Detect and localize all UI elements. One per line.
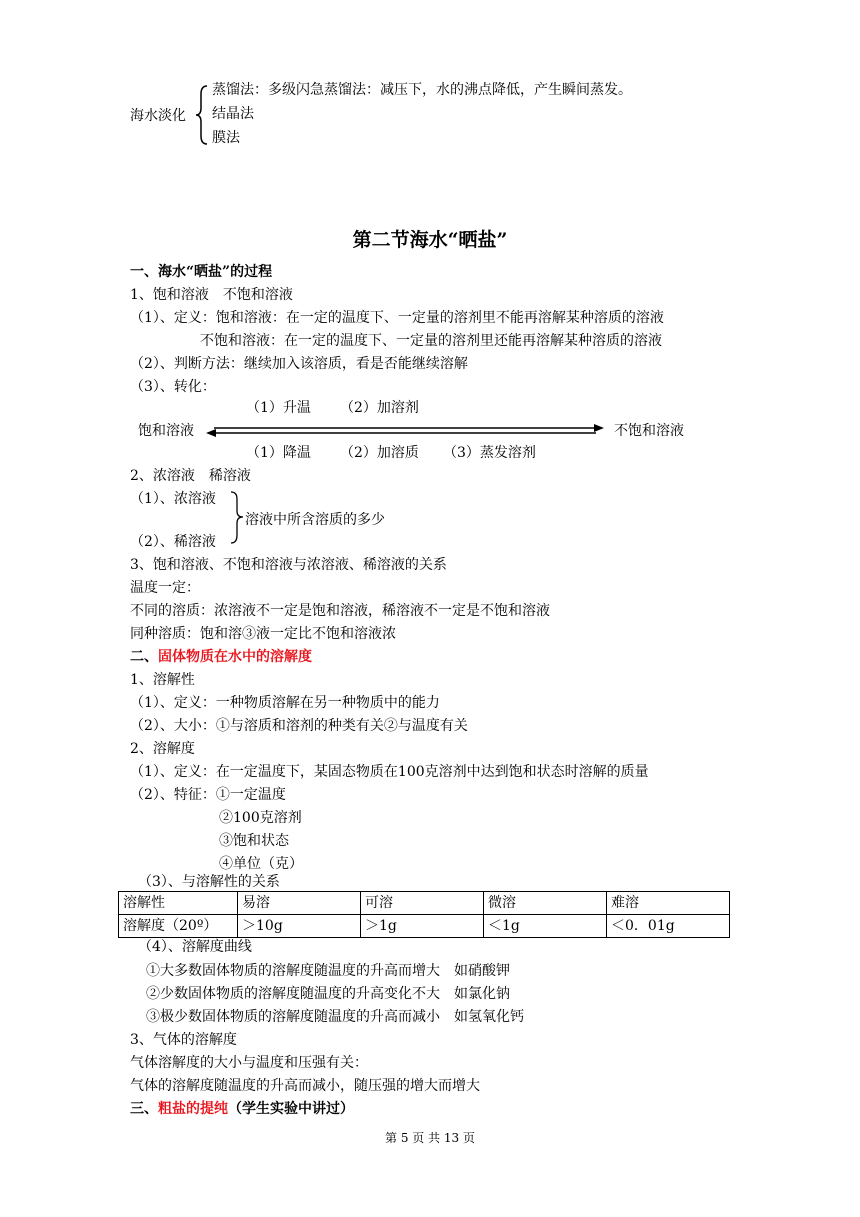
heading-part3-suffix: （学生实验中讲过） — [228, 1101, 354, 1117]
p1-def2: 不饱和溶液：在一定的温度下、一定量的溶剂里还能再溶解某种溶质的溶液 — [200, 333, 662, 349]
p1-rel1: 温度一定： — [130, 580, 200, 596]
p1-conc-desc: 溶液中所含溶质的多少 — [245, 512, 385, 528]
p1-rel2: 不同的溶质：浓溶液不一定是饱和溶液，稀溶液不一定是不饱和溶液 — [130, 603, 550, 619]
table-cell: 溶解性 — [119, 892, 238, 915]
left-brace-icon — [194, 84, 210, 146]
saturated-label: 饱和溶液 — [138, 423, 194, 439]
p2-s3: 3、气体的溶解度 — [130, 1032, 237, 1048]
heading-part1: 一、海水“晒盐”的过程 — [130, 264, 273, 280]
p1-rel3: 同种溶质：饱和溶③液一定比不饱和溶液浓 — [130, 626, 396, 642]
table-cell: 难溶 — [607, 892, 730, 915]
p1-judge: （2）、判断方法：继续加入该溶质，看是否能继续溶解 — [130, 356, 468, 372]
table-cell: ＜0．01g — [607, 915, 730, 938]
heading-part2-red: 固体物质在水中的溶解度 — [158, 649, 312, 665]
p2-curve3: ③极少数固体物质的溶解度随温度的升高而减小 如氢氧化钙 — [146, 1009, 524, 1025]
heading-part3 — [130, 1099, 354, 1119]
table-row — [119, 915, 730, 938]
p2-curve1: ①大多数固体物质的溶解度随温度的升高而增大 如硝酸钾 — [146, 963, 510, 979]
p1-conv: （3）、转化： — [130, 379, 216, 395]
p2-gas2: 气体的溶解度随温度的升高而减小，随压强的增大而增大 — [130, 1078, 480, 1094]
heading-part3-red: 粗盐的提纯 — [158, 1101, 228, 1117]
p1-def1: （1）、定义：饱和溶液：在一定的温度下、一定量的溶剂里不能再溶解某种溶质的溶液 — [130, 310, 664, 326]
solubility-table — [118, 891, 730, 938]
table-cell: ＞1g — [361, 915, 484, 938]
p2-s2a: （1）、定义：在一定温度下，某固态物质在100克溶剂中达到饱和状态时溶解的质量 — [130, 764, 649, 780]
p2-feature3: ③饱和状态 — [219, 833, 289, 849]
unsaturated-label: 不饱和溶液 — [614, 423, 684, 439]
arrow-bot-evaporate: （3）蒸发溶剂 — [443, 445, 536, 461]
p1-s1: 1、饱和溶液 不饱和溶液 — [130, 287, 293, 303]
table-cell: ＞10g — [238, 915, 361, 938]
p2-feature2: ②100克溶剂 — [219, 810, 302, 826]
table-cell: ＜1g — [484, 915, 607, 938]
p2-s1: 1、溶解性 — [130, 672, 195, 688]
table-cell: 可溶 — [361, 892, 484, 915]
heading-part3-prefix: 三、 — [130, 1101, 158, 1117]
table-cell: 溶解度（20º） — [119, 915, 238, 938]
p2-s2d: （4）、溶解度曲线 — [138, 939, 252, 955]
p1-conc2: （2）、稀溶液 — [130, 534, 216, 550]
arrow-bot-cool: （1）降温 — [246, 445, 311, 461]
page-footer: 第 5 页 共 13 页 — [385, 1131, 475, 1145]
right-brace-icon — [228, 490, 246, 546]
heading-part2-prefix: 二、 — [130, 649, 158, 665]
p2-s1a: （1）、定义：一种物质溶解在另一种物质中的能力 — [130, 695, 440, 711]
p2-s2b: （2）、特征：①一定温度 — [130, 787, 286, 803]
desal-item-membrane: 膜法 — [212, 130, 240, 146]
p2-gas1: 气体溶解度的大小与温度和压强有关： — [130, 1055, 368, 1071]
desal-item-distillation: 蒸馏法：多级闪急蒸馏法：减压下，水的沸点降低，产生瞬间蒸发。 — [212, 82, 632, 98]
desal-item-crystallization: 结晶法 — [212, 106, 254, 122]
table-cell: 易溶 — [238, 892, 361, 915]
p1-s3: 3、饱和溶液、不饱和溶液与浓溶液、稀溶液的关系 — [130, 557, 447, 573]
heading-part2 — [130, 647, 312, 667]
p2-feature4: ④单位（克） — [219, 856, 303, 872]
section-title: 第二节海水“晒盐” — [352, 229, 508, 251]
p2-s2c: （3）、与溶解性的关系 — [138, 874, 280, 890]
p2-curve2: ②少数固体物质的溶解度随温度的升高变化不大 如氯化钠 — [146, 986, 510, 1002]
desalination-label: 海水淡化 — [130, 108, 186, 124]
p1-s2: 2、浓溶液 稀溶液 — [130, 468, 251, 484]
double-arrow-icon — [204, 421, 606, 441]
p2-s1b: （2）、大小：①与溶质和溶剂的种类有关②与温度有关 — [130, 718, 468, 734]
arrow-top-add-solvent: （2）加溶剂 — [340, 400, 419, 416]
arrow-bot-add-solute: （2）加溶质 — [340, 445, 419, 461]
p2-s2: 2、溶解度 — [130, 741, 195, 757]
arrow-top-heat: （1）升温 — [246, 400, 311, 416]
table-cell: 微溶 — [484, 892, 607, 915]
table-row — [119, 892, 730, 915]
p1-conc1: （1）、浓溶液 — [130, 491, 216, 507]
